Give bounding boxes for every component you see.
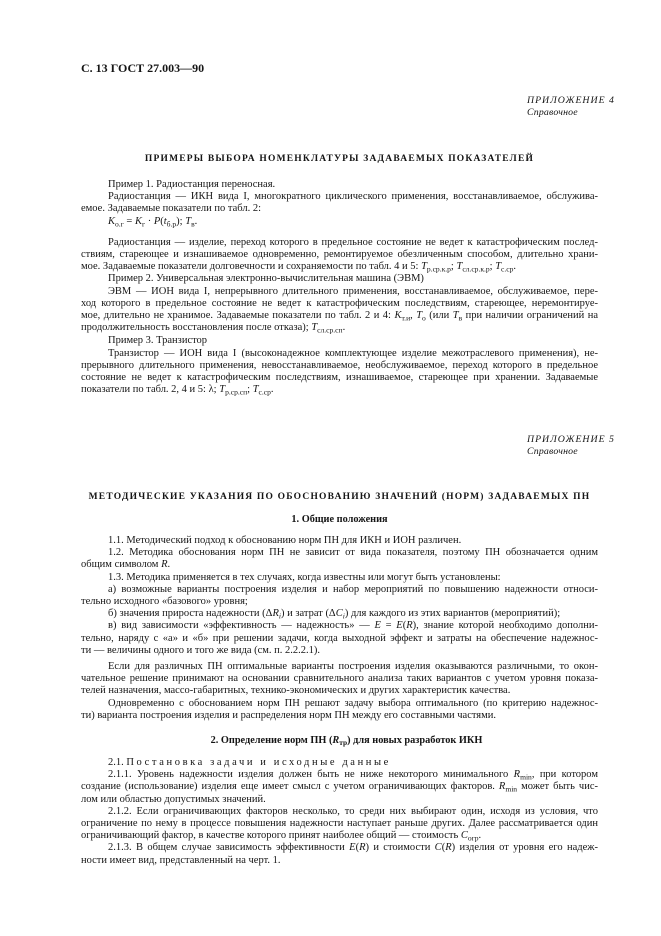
spaced-text: Постановка задачи и исходные данные	[126, 757, 391, 768]
italic-symbol: P	[153, 215, 161, 227]
paragraph	[81, 286, 598, 335]
paragraph	[81, 335, 598, 347]
text-line	[81, 384, 598, 396]
text-run: а) возможные варианты построения изделия и набор мероприятий по повышению надежности относи-	[108, 583, 598, 595]
appendix-5-title: МЕТОДИЧЕСКИЕ УКАЗАНИЯ ПО ОБОСНОВАНИЮ ЗНАЧЕНИЙ (НОРМ) ЗАДАВАЕМЫХ ПН	[88, 492, 591, 502]
text-run: Радиостанция — ИКН вида I, многократного циклического применения, восстанавливаемое, обслужива-	[108, 191, 598, 203]
paragraph	[81, 842, 598, 866]
text-run: (	[402, 620, 407, 632]
text-run: ности имеет вид, представленный на черт. 1.	[81, 854, 281, 866]
text-run: ;	[450, 261, 457, 273]
text-run: ) для каждого из этих вариантов (мероприятий);	[344, 608, 561, 620]
italic-subscript: i	[278, 611, 281, 621]
paragraph	[81, 757, 598, 769]
text-line	[81, 335, 598, 347]
text-run: продолжительность восстановления после отказа);	[81, 322, 312, 334]
text-line	[81, 710, 598, 722]
text-line	[81, 249, 598, 261]
paragraph	[81, 806, 598, 843]
paragraph	[81, 191, 598, 215]
text-run: ход которого в предельное состояние не ведет к катастрофическим последствиям, стареющее, неремонтируе-	[81, 297, 598, 309]
paragraph	[81, 216, 598, 228]
subscript: min	[520, 772, 532, 782]
text-run: тельно исходного «базового» уровня;	[81, 596, 248, 608]
italic-symbol: R	[332, 735, 340, 746]
subscript: р.ср.сп	[225, 387, 248, 397]
text-line	[81, 191, 598, 203]
text-line	[81, 237, 598, 249]
text-line	[81, 216, 598, 228]
text-line	[81, 372, 598, 384]
text-run: , при котором	[531, 769, 598, 781]
text-line	[81, 572, 598, 584]
italic-symbol: K	[394, 310, 402, 322]
text-line	[81, 261, 598, 273]
text-line	[81, 633, 598, 645]
italic-symbol: C	[434, 842, 442, 854]
text-line	[81, 273, 598, 285]
subscript: огр	[467, 833, 479, 843]
text-run: Пример 1. Радиостанция переносная.	[108, 179, 276, 190]
italic-symbol: K	[134, 215, 142, 227]
text-line	[81, 757, 598, 769]
appendix-4-kind: Справочное	[527, 107, 578, 119]
text-run: (	[160, 215, 164, 227]
italic-symbol: R	[498, 781, 506, 793]
text-run: 2.1.1. Уровень надежности изделия должен быть не ниже некоторого минимального	[108, 769, 514, 781]
text-run: .	[513, 261, 517, 273]
italic-symbol: R	[272, 608, 279, 620]
text-line	[81, 830, 598, 842]
italic-symbol: C	[335, 608, 343, 620]
text-line	[81, 698, 598, 710]
appendix-5-kind: Справочное	[527, 446, 578, 458]
text-line	[81, 620, 598, 632]
text-run: ) и затрат (Δ	[280, 608, 336, 620]
text-run: 1.2. Методика обоснования норм ПН не зависит от вида показателя, поэтому ПН обозначается одним	[108, 547, 598, 559]
text-run: 2. Определение норм ПН (	[210, 735, 333, 746]
text-run: прерывного длительного применения, невосстанавливаемое, необслуживаемое, переход которого в предельное	[81, 359, 598, 371]
italic-symbol: E	[396, 620, 403, 632]
text-run: ограничение по нему в процессе повышения надежности наступает раньше других. Далее рассматривается один	[81, 818, 598, 830]
text-run: Пример 3. Транзистор	[108, 335, 208, 347]
paragraph	[81, 348, 598, 397]
italic-symbol: T	[185, 215, 192, 227]
text-run: ;	[247, 384, 253, 396]
subscript: б.р	[166, 218, 177, 228]
paragraph	[81, 608, 598, 620]
text-run: Транзистор — ИОН вида I (высоконадежное комплектующее изделие межотраслевого применения), не-	[108, 347, 598, 359]
text-run: ограничивающий фактор, в качестве которого принят наиболее общий — стоимость	[81, 830, 461, 842]
text-run: (или	[425, 310, 453, 322]
text-run: (	[441, 842, 446, 854]
text-run: создание (использование) изделия еще имеет смысл с учетом ограничивающих факторов.	[81, 781, 499, 793]
text-run: ЭВМ — ИОН вида I, непрерывного длительного применения, восстанавливаемое, обслуживаемое, пере-	[108, 285, 598, 297]
italic-symbol: R	[161, 559, 168, 571]
italic-symbol: C	[460, 830, 468, 842]
paragraph	[81, 572, 598, 584]
text-line	[81, 794, 598, 806]
italic-symbol: R	[513, 769, 521, 781]
text-line	[81, 685, 598, 697]
text-line	[81, 818, 598, 830]
italic-symbol: T	[219, 384, 226, 396]
appendix-4-label: ПРИЛОЖЕНИЕ 4	[527, 95, 615, 106]
text-run: 1.1. Методический подход к обоснованию норм ПН для ИКН и ИОН различен.	[108, 535, 462, 546]
text-run: ) и стоимости	[365, 842, 435, 854]
text-line	[81, 584, 598, 596]
text-run: .	[478, 830, 482, 842]
text-run: в) вид зависимости «эффективность — надежность» —	[108, 620, 375, 632]
paragraph	[81, 273, 598, 285]
subscript: сл.ср.к.р	[462, 264, 490, 274]
section-1-body	[81, 535, 598, 722]
text-line	[81, 673, 598, 685]
text-run: Если для различных ПН оптимальные варианты построения изделия оказываются различными, то окон-	[108, 661, 598, 673]
italic-symbol: K	[108, 215, 116, 227]
page-header: С. 13 ГОСТ 27.003—90	[81, 61, 205, 75]
text-run: 2.1.	[108, 757, 127, 768]
subscript: в	[458, 313, 463, 323]
appendix-5-label-block	[527, 434, 615, 458]
text-line	[81, 855, 598, 867]
text-line	[81, 806, 598, 818]
italic-symbol: R	[406, 620, 413, 632]
text-run: (	[355, 842, 360, 854]
text-run: показатели по табл. 2, 4 и 5: λ;	[81, 384, 220, 396]
text-line	[81, 559, 598, 571]
subscript: с.ср	[501, 264, 514, 274]
text-line	[81, 203, 598, 215]
italic-symbol: T	[421, 261, 427, 273]
text-run: .	[194, 215, 198, 227]
paragraph	[81, 179, 598, 191]
text-line	[81, 645, 598, 657]
text-run: 1.3. Методика применяется в тех случаях, когда известны или могут быть установлены:	[108, 571, 501, 583]
text-run: емое. Задаваемые показатели по табл. 2:	[81, 203, 261, 215]
text-run: ) изделия от уровня его надеж-	[451, 842, 598, 854]
subscript: с.ср	[258, 387, 271, 397]
italic-symbol: t	[163, 215, 167, 227]
appendix-5-label: ПРИЛОЖЕНИЕ 5	[527, 434, 615, 445]
italic-symbol: E	[374, 620, 381, 632]
italic-symbol: E	[349, 842, 356, 854]
text-line	[81, 535, 598, 547]
text-run: лом или областью допустимых значений.	[81, 793, 266, 805]
subscript: в	[191, 218, 195, 228]
italic-symbol: R	[445, 842, 452, 854]
subscript: сл.ср.сп	[317, 325, 343, 335]
text-run: =	[123, 215, 135, 227]
text-run: ствиям, стареющее и изнашиваемое одновременно, ремонтируемое обезличенным способом, длительно храни-	[81, 249, 598, 261]
italic-symbol: T	[495, 261, 502, 273]
text-run: ти — величины одного и того же вида (см. п. 2.2.2.1).	[81, 644, 321, 656]
text-run: Пример 2. Универсальная электронно-вычислительная машина (ЭВМ)	[108, 273, 424, 285]
section-2-heading	[88, 735, 605, 747]
paragraph	[81, 769, 598, 806]
subscript: тр	[339, 738, 348, 748]
text-run: ,	[410, 310, 417, 322]
paragraph	[81, 584, 598, 608]
text-run: 2.1.2. Если ограничивающих факторов несколько, то среди них выбирают один, исходя из условия, что	[108, 805, 598, 817]
text-line	[81, 596, 598, 608]
text-run: ), знание которой необходимо дополни-	[412, 620, 599, 632]
italic-symbol: T	[252, 384, 259, 396]
subscript: г	[141, 218, 146, 228]
text-run: Радиостанция — изделие, переход которого в предельное состояние не ведет к катастрофическим послед-	[108, 236, 598, 248]
paragraph	[81, 535, 598, 547]
text-run: мое, длительно не хранимое. Задаваемые показатели по табл. 2 и 4:	[81, 310, 395, 322]
text-line	[81, 608, 598, 620]
text-run: .	[167, 559, 171, 571]
text-run: б) значения прироста надежности (Δ	[108, 608, 273, 620]
subscript: min	[505, 784, 518, 794]
text-run: чательное решение принимают на основании сравнительного анализа таких вариантов с учетом уровня показа-	[81, 673, 598, 685]
text-run: 2.1.3. В общем случае зависимость эффективности	[108, 842, 350, 854]
italic-subscript: i	[342, 611, 345, 621]
text-run: при наличии ограничений на	[462, 310, 598, 322]
paragraph	[81, 620, 598, 657]
paragraph	[81, 661, 598, 698]
subscript: о	[422, 313, 426, 323]
text-line	[81, 781, 598, 793]
italic-symbol: T	[456, 261, 463, 273]
text-run: состояние не ведет к катастрофическим последствиям, изнашиваемое, стареющее при хранении. Задаваемые	[81, 372, 598, 384]
italic-symbol: R	[359, 842, 366, 854]
text-line	[81, 360, 598, 372]
text-line	[81, 310, 598, 322]
section-2-body	[81, 757, 598, 867]
appendix-4-title: ПРИМЕРЫ ВЫБОРА НОМЕНКЛАТУРЫ ЗАДАВАЕМЫХ ПОКАЗАТЕЛЕЙ	[144, 154, 535, 164]
text-line	[81, 547, 598, 559]
italic-symbol: T	[311, 322, 318, 334]
text-line	[81, 348, 598, 360]
text-run: );	[176, 215, 186, 227]
text-run: мое. Задаваемые показатели долговечности и сохраняемости по табл. 4 и 5:	[81, 261, 422, 273]
paragraph	[81, 698, 598, 722]
text-run: =	[380, 620, 397, 632]
subscript: р.ср.к.р	[426, 264, 451, 274]
text-run: ;	[489, 261, 496, 273]
text-run: общим символом	[81, 559, 162, 571]
section-1-heading: 1. Общие положения	[291, 514, 388, 525]
text-run: тельно, наряду с «а» и «б» при решении задачи, когда выходной эффект и затраты на обеспечение надежнос-	[81, 632, 598, 644]
appendix-4-label-block	[527, 95, 615, 119]
italic-symbol: T	[416, 310, 423, 322]
text-line	[81, 298, 598, 310]
text-line	[81, 286, 598, 298]
text-line	[81, 661, 598, 673]
text-run: .	[270, 384, 274, 396]
text-run: телей назначения, массо-габаритных, технико-экономических и других характеристик качества.	[81, 685, 511, 697]
text-line	[81, 769, 598, 781]
text-run: ) для новых разработок ИКН	[347, 735, 483, 746]
text-run: ·	[145, 215, 154, 227]
italic-symbol: T	[452, 310, 459, 322]
text-line	[81, 322, 598, 334]
paragraph	[81, 547, 598, 571]
paragraph	[81, 237, 598, 274]
subscript: т.и	[401, 313, 411, 323]
text-run: ти) варианта построения изделия и распределения норм ПН между его составными частями.	[81, 709, 497, 721]
subscript: о.г	[115, 218, 124, 228]
text-line	[81, 179, 598, 191]
text-line	[81, 842, 598, 854]
text-run: может быть чис-	[517, 781, 598, 793]
text-run: .	[342, 322, 346, 334]
text-run: Одновременно с обоснованием норм ПН решают задачу выбора оптимального (по критерию надежнос-	[108, 697, 598, 709]
appendix-4-body	[81, 179, 598, 396]
